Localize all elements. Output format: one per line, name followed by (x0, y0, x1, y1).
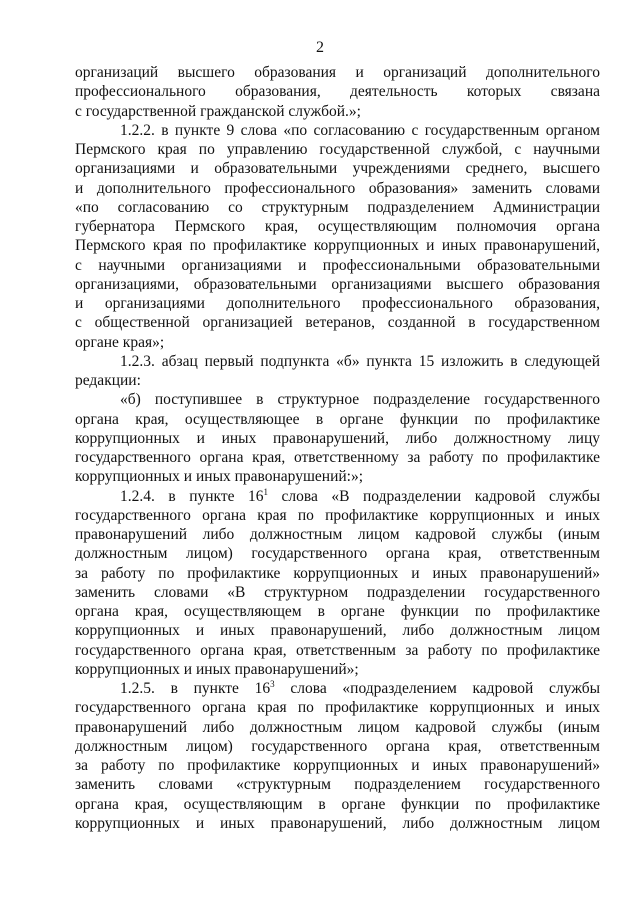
text-line: 1.2.2. в пункте 9 слова «по согласованию с государственным органом (120, 121, 600, 139)
text-line: губернатора Пермского края, осуществляющим полномочия органа (75, 218, 600, 235)
text-line: органа края, осуществляющим в органе функции по профилактике (75, 795, 600, 813)
superscript: 3 (270, 679, 275, 689)
page-number: 2 (316, 39, 324, 56)
text-line-part: 1.2.5. в пункте 16 (120, 680, 271, 697)
text-line: государственного органа края, ответственным за работу по профилактике (75, 641, 600, 659)
text-line: государственного органа края по профилактике коррупционных и иных (75, 506, 600, 524)
text-line: Пермского края по профилактике коррупционных и иных правонарушений, (75, 237, 600, 255)
text-line: должностным лицом) государственного органа края, ответственным (75, 545, 600, 563)
text-line: Пермского края по управлению государственной службой, с научными (75, 141, 600, 158)
text-line: заменить словами «структурным подразделением государственного (75, 776, 600, 794)
text-line: 1.2.3. абзац первый подпункта «б» пункта 15 изложить в следующей (120, 352, 600, 370)
text-line: с государственной гражданской службой.»; (75, 102, 361, 120)
text-line: должностным лицом) государственного органа края, ответственным (75, 737, 600, 755)
superscript: 1 (263, 486, 269, 497)
text-line: коррупционных и иных правонарушений, либо должностным лицом (75, 814, 600, 832)
text-line-part: слова «подразделением кадровой службы (274, 680, 601, 697)
text-line: заменить словами «В структурном подразделении государственного (75, 583, 600, 601)
text-line: организациями, образовательными организациями высшего образования (75, 275, 600, 293)
text-line-part: 1.2.4. в пункте 16 (120, 487, 264, 505)
text-line: государственного органа края, ответственному за работу по профилактике (75, 449, 600, 466)
text-line: коррупционных и иных правонарушений»; (75, 660, 359, 678)
text-line: профессионального образования, деятельность которых связана (75, 83, 600, 101)
text-line: государственного органа края по профилактике коррупционных и иных (75, 699, 600, 717)
text-line: органа края, осуществляющее в органе функции по профилактике (75, 410, 600, 428)
text-line (75, 487, 600, 506)
text-line: «по согласованию со структурным подразделением Администрации (75, 198, 600, 216)
text-line: и организациями дополнительного профессионального образования, (75, 295, 600, 312)
text-line: «б) поступившее в структурное подразделение государственного (120, 391, 600, 409)
text-line: с научными организациями и профессиональными образовательными (75, 256, 600, 274)
text-line: за работу по профилактике коррупционных и иных правонарушений» (75, 757, 600, 774)
text-line: редакции: (75, 372, 141, 389)
text-line: за работу по профилактике коррупционных и иных правонарушений» (75, 564, 600, 582)
text-line-part: слова «В подразделении кадровой службы (268, 487, 600, 505)
text-line: организациями и образовательными учреждениями среднего, высшего (75, 160, 600, 178)
text-line: с общественной организацией ветеранов, созданной в государственном (75, 314, 600, 332)
text-line: органе края»; (75, 333, 165, 351)
text-line: правонарушений либо должностным лицом кадровой службы (иным (75, 526, 600, 543)
document-body (75, 63, 600, 833)
text-line: коррупционных и иных правонарушений, либо должностным лицом (75, 622, 600, 640)
text-line: коррупционных и иных правонарушений, либо должностному лицу (75, 429, 600, 447)
text-line (75, 679, 600, 698)
text-line: правонарушений либо должностным лицом кадровой службы (иным (75, 718, 600, 736)
text-line: органа края, осуществляющем в органе функции по профилактике (75, 603, 600, 620)
text-line: организаций высшего образования и организаций дополнительного (75, 64, 600, 81)
text-line: коррупционных и иных правонарушений:»; (75, 468, 364, 486)
text-line: и дополнительного профессионального образования» заменить словами (75, 179, 600, 197)
